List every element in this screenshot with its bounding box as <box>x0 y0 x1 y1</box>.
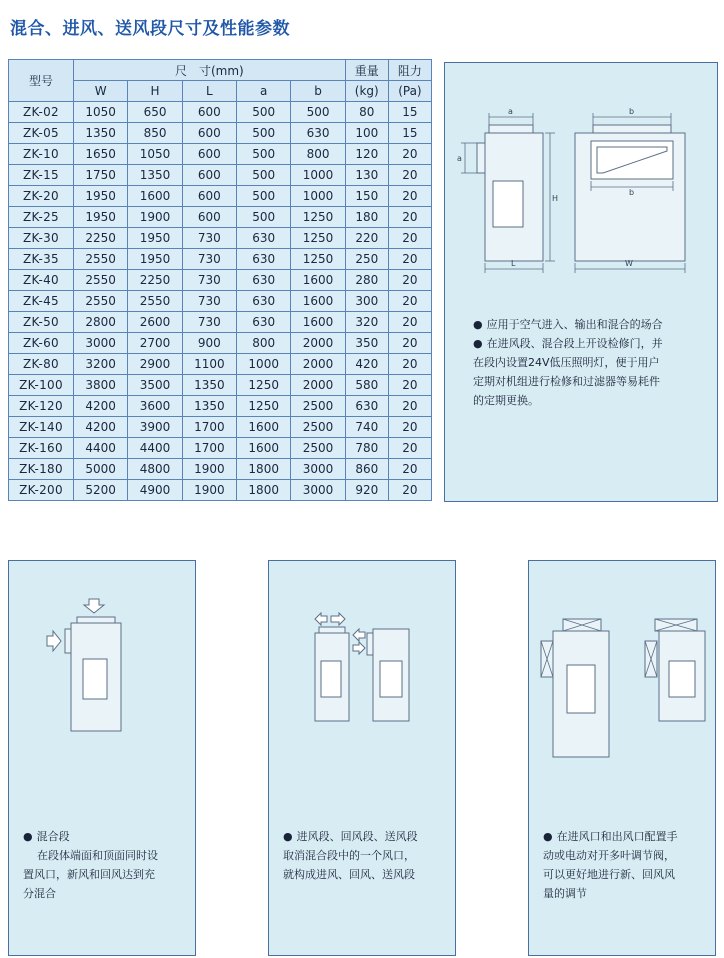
model-cell: ZK-200 <box>9 480 74 501</box>
model-cell: ZK-80 <box>9 354 74 375</box>
value-cell: 4900 <box>128 480 182 501</box>
top-note-line5: 的定期更换。 <box>473 394 539 407</box>
value-cell: 1600 <box>128 186 182 207</box>
value-cell: 300 <box>345 291 388 312</box>
value-cell: 500 <box>237 102 291 123</box>
value-cell: 5000 <box>74 459 128 480</box>
value-cell: 15 <box>388 102 431 123</box>
bullet-icon: ● <box>23 830 33 843</box>
value-cell: 20 <box>388 144 431 165</box>
value-cell: 20 <box>388 459 431 480</box>
value-cell: 600 <box>182 207 236 228</box>
value-cell: 740 <box>345 417 388 438</box>
header-weight-unit: (kg) <box>345 81 388 102</box>
panel2-line1: 进风段、回风段、送风段 <box>296 830 418 843</box>
down-arrow-icon <box>84 599 104 613</box>
table-row <box>9 228 432 249</box>
value-cell: 320 <box>345 312 388 333</box>
double-arrow-icon <box>315 613 327 625</box>
value-cell: 1900 <box>128 207 182 228</box>
top-note-line1: 应用于空气进入、输出和混合的场合 <box>486 318 663 331</box>
value-cell: 1250 <box>237 375 291 396</box>
bullet-icon: ● <box>283 830 293 843</box>
value-cell: 4400 <box>128 438 182 459</box>
value-cell: 4200 <box>74 417 128 438</box>
damper-section-diagram <box>529 561 715 821</box>
panel2-line3: 就构成进风、回风、送风段 <box>283 868 415 881</box>
value-cell: 1600 <box>291 291 345 312</box>
value-cell: 420 <box>345 354 388 375</box>
model-cell: ZK-35 <box>9 249 74 270</box>
value-cell: 1950 <box>128 249 182 270</box>
value-cell: 600 <box>182 186 236 207</box>
value-cell: 4400 <box>74 438 128 459</box>
value-cell: 730 <box>182 249 236 270</box>
value-cell: 20 <box>388 270 431 291</box>
dim-label-l: L <box>511 259 516 268</box>
top-note-line2: 在进风段、混合段上开设检修门，并 <box>486 337 663 350</box>
value-cell: 20 <box>388 375 431 396</box>
value-cell: 1250 <box>237 396 291 417</box>
value-cell: 1600 <box>237 438 291 459</box>
inlet-section-diagram <box>269 561 455 821</box>
bullet-icon: ● <box>543 830 553 843</box>
panel1-line3: 分混合 <box>23 887 56 900</box>
value-cell: 630 <box>345 396 388 417</box>
value-cell: 1000 <box>237 354 291 375</box>
table-row <box>9 480 432 501</box>
table-row <box>9 417 432 438</box>
value-cell: 3200 <box>74 354 128 375</box>
top-note-line4: 定期对机组进行检修和过滤器等易耗件 <box>473 375 660 388</box>
table-row <box>9 249 432 270</box>
dim-label-a-side: a <box>457 154 462 163</box>
value-cell: 3000 <box>291 459 345 480</box>
mixing-section-heading: 混合段 <box>36 830 70 843</box>
value-cell: 600 <box>182 123 236 144</box>
value-cell: 630 <box>237 228 291 249</box>
value-cell: 600 <box>182 102 236 123</box>
value-cell: 2550 <box>74 270 128 291</box>
panel3-line3: 可以更好地进行新、回风风 <box>543 868 675 881</box>
model-cell: ZK-25 <box>9 207 74 228</box>
value-cell: 1600 <box>291 312 345 333</box>
value-cell: 1800 <box>237 480 291 501</box>
value-cell: 2600 <box>128 312 182 333</box>
value-cell: 500 <box>237 186 291 207</box>
value-cell: 730 <box>182 228 236 249</box>
table-row <box>9 312 432 333</box>
value-cell: 1950 <box>128 228 182 249</box>
table-row <box>9 144 432 165</box>
value-cell: 1350 <box>128 165 182 186</box>
value-cell: 730 <box>182 312 236 333</box>
value-cell: 630 <box>237 249 291 270</box>
value-cell: 2550 <box>128 291 182 312</box>
value-cell: 2900 <box>128 354 182 375</box>
value-cell: 20 <box>388 228 431 249</box>
value-cell: 20 <box>388 249 431 270</box>
mixing-section-panel <box>8 560 196 956</box>
table-row <box>9 291 432 312</box>
table-row <box>9 354 432 375</box>
value-cell: 220 <box>345 228 388 249</box>
spec-table-body <box>9 102 432 501</box>
model-cell: ZK-160 <box>9 438 74 459</box>
table-row <box>9 438 432 459</box>
header-weight: 重量 <box>345 60 388 81</box>
value-cell: 1050 <box>128 144 182 165</box>
value-cell: 730 <box>182 270 236 291</box>
header-l: L <box>182 81 236 102</box>
value-cell: 150 <box>345 186 388 207</box>
value-cell: 20 <box>388 396 431 417</box>
table-row <box>9 375 432 396</box>
right-arrow-icon <box>47 631 61 651</box>
spec-table <box>8 59 432 501</box>
value-cell: 3000 <box>74 333 128 354</box>
model-cell: ZK-30 <box>9 228 74 249</box>
value-cell: 600 <box>182 165 236 186</box>
table-row <box>9 102 432 123</box>
value-cell: 1650 <box>74 144 128 165</box>
table-row <box>9 459 432 480</box>
value-cell: 1350 <box>182 375 236 396</box>
value-cell: 500 <box>291 102 345 123</box>
model-cell: ZK-05 <box>9 123 74 144</box>
value-cell: 2000 <box>291 375 345 396</box>
dim-label-a-top: a <box>508 107 513 116</box>
value-cell: 2700 <box>128 333 182 354</box>
value-cell: 20 <box>388 165 431 186</box>
model-cell: ZK-15 <box>9 165 74 186</box>
value-cell: 1250 <box>291 228 345 249</box>
value-cell: 800 <box>291 144 345 165</box>
panel2-line2: 取消混合段中的一个风口， <box>283 849 415 862</box>
value-cell: 1000 <box>291 186 345 207</box>
value-cell: 920 <box>345 480 388 501</box>
left-right-arrow-icon <box>353 642 365 654</box>
value-cell: 20 <box>388 291 431 312</box>
value-cell: 350 <box>345 333 388 354</box>
value-cell: 20 <box>388 438 431 459</box>
value-cell: 1700 <box>182 417 236 438</box>
value-cell: 860 <box>345 459 388 480</box>
mixing-section-notes <box>23 827 158 903</box>
left-right-arrow-icon <box>353 629 365 641</box>
model-cell: ZK-100 <box>9 375 74 396</box>
value-cell: 500 <box>237 165 291 186</box>
header-resistance: 阻力 <box>388 60 431 81</box>
double-arrow-icon <box>331 613 345 625</box>
value-cell: 730 <box>182 291 236 312</box>
value-cell: 20 <box>388 207 431 228</box>
value-cell: 2500 <box>291 396 345 417</box>
value-cell: 20 <box>388 354 431 375</box>
model-cell: ZK-180 <box>9 459 74 480</box>
table-row <box>9 270 432 291</box>
dimension-diagram-panel <box>444 62 718 502</box>
header-resistance-unit: (Pa) <box>388 81 431 102</box>
value-cell: 2250 <box>128 270 182 291</box>
model-cell: ZK-45 <box>9 291 74 312</box>
value-cell: 280 <box>345 270 388 291</box>
damper-section-notes <box>543 827 678 903</box>
value-cell: 1950 <box>74 186 128 207</box>
model-cell: ZK-60 <box>9 333 74 354</box>
value-cell: 5200 <box>74 480 128 501</box>
panel1-line1: 在段体端面和顶面同时设 <box>37 849 158 862</box>
mixing-section-diagram <box>9 561 195 821</box>
dim-label-w: W <box>625 259 633 268</box>
value-cell: 2550 <box>74 291 128 312</box>
dim-label-h: H <box>552 194 559 203</box>
value-cell: 630 <box>237 291 291 312</box>
header-w: W <box>74 81 128 102</box>
value-cell: 3000 <box>291 480 345 501</box>
value-cell: 1100 <box>182 354 236 375</box>
value-cell: 780 <box>345 438 388 459</box>
value-cell: 3600 <box>128 396 182 417</box>
table-row <box>9 165 432 186</box>
table-row <box>9 333 432 354</box>
value-cell: 900 <box>182 333 236 354</box>
value-cell: 15 <box>388 123 431 144</box>
dimension-diagram <box>445 63 717 501</box>
value-cell: 1950 <box>74 207 128 228</box>
table-row <box>9 186 432 207</box>
model-cell: ZK-10 <box>9 144 74 165</box>
value-cell: 2500 <box>291 417 345 438</box>
table-row <box>9 396 432 417</box>
header-size: 尺 寸(mm) <box>74 60 346 81</box>
value-cell: 630 <box>237 270 291 291</box>
value-cell: 2800 <box>74 312 128 333</box>
value-cell: 580 <box>345 375 388 396</box>
table-row <box>9 207 432 228</box>
value-cell: 630 <box>237 312 291 333</box>
value-cell: 3900 <box>128 417 182 438</box>
table-row <box>9 123 432 144</box>
value-cell: 500 <box>237 207 291 228</box>
dim-label-b-top: b <box>629 107 635 116</box>
value-cell: 4200 <box>74 396 128 417</box>
value-cell: 1600 <box>237 417 291 438</box>
value-cell: 20 <box>388 312 431 333</box>
value-cell: 1250 <box>291 207 345 228</box>
value-cell: 1700 <box>182 438 236 459</box>
value-cell: 630 <box>291 123 345 144</box>
damper-section-panel <box>528 560 716 956</box>
model-cell: ZK-20 <box>9 186 74 207</box>
bullet-icon: ● <box>473 337 483 350</box>
value-cell: 2550 <box>74 249 128 270</box>
value-cell: 4800 <box>128 459 182 480</box>
value-cell: 1050 <box>74 102 128 123</box>
value-cell: 180 <box>345 207 388 228</box>
header-h: H <box>128 81 182 102</box>
value-cell: 20 <box>388 186 431 207</box>
value-cell: 250 <box>345 249 388 270</box>
model-cell: ZK-02 <box>9 102 74 123</box>
value-cell: 650 <box>128 102 182 123</box>
inlet-section-panel <box>268 560 456 956</box>
value-cell: 500 <box>237 144 291 165</box>
top-notes <box>473 315 663 410</box>
panel3-line2: 动或电动对开多叶调节阀， <box>543 849 675 862</box>
value-cell: 2250 <box>74 228 128 249</box>
value-cell: 20 <box>388 333 431 354</box>
inlet-section-notes <box>283 827 418 884</box>
value-cell: 100 <box>345 123 388 144</box>
value-cell: 500 <box>237 123 291 144</box>
value-cell: 80 <box>345 102 388 123</box>
model-cell: ZK-40 <box>9 270 74 291</box>
model-cell: ZK-120 <box>9 396 74 417</box>
panel1-line2: 置风口，新风和回风达到充 <box>23 868 155 881</box>
header-b: b <box>291 81 345 102</box>
value-cell: 2000 <box>291 333 345 354</box>
value-cell: 1250 <box>291 249 345 270</box>
header-model: 型号 <box>9 60 74 102</box>
bullet-icon: ● <box>473 318 483 331</box>
value-cell: 3500 <box>128 375 182 396</box>
value-cell: 120 <box>345 144 388 165</box>
panel3-line4: 量的调节 <box>543 887 587 900</box>
model-cell: ZK-140 <box>9 417 74 438</box>
value-cell: 1350 <box>74 123 128 144</box>
model-cell: ZK-50 <box>9 312 74 333</box>
top-note-line3: 在段内设置24V低压照明灯，便于用户 <box>473 356 660 369</box>
value-cell: 1900 <box>182 480 236 501</box>
value-cell: 2500 <box>291 438 345 459</box>
value-cell: 130 <box>345 165 388 186</box>
value-cell: 1800 <box>237 459 291 480</box>
value-cell: 1750 <box>74 165 128 186</box>
page-title: 混合、进风、送风段尺寸及性能参数 <box>10 19 290 39</box>
value-cell: 3800 <box>74 375 128 396</box>
value-cell: 1600 <box>291 270 345 291</box>
panel3-line1: 在进风口和出风口配置手 <box>556 830 678 843</box>
value-cell: 1350 <box>182 396 236 417</box>
dim-label-b-front: b <box>629 188 635 197</box>
value-cell: 20 <box>388 480 431 501</box>
value-cell: 20 <box>388 417 431 438</box>
header-a: a <box>237 81 291 102</box>
value-cell: 800 <box>237 333 291 354</box>
value-cell: 2000 <box>291 354 345 375</box>
value-cell: 1000 <box>291 165 345 186</box>
value-cell: 600 <box>182 144 236 165</box>
value-cell: 1900 <box>182 459 236 480</box>
value-cell: 850 <box>128 123 182 144</box>
